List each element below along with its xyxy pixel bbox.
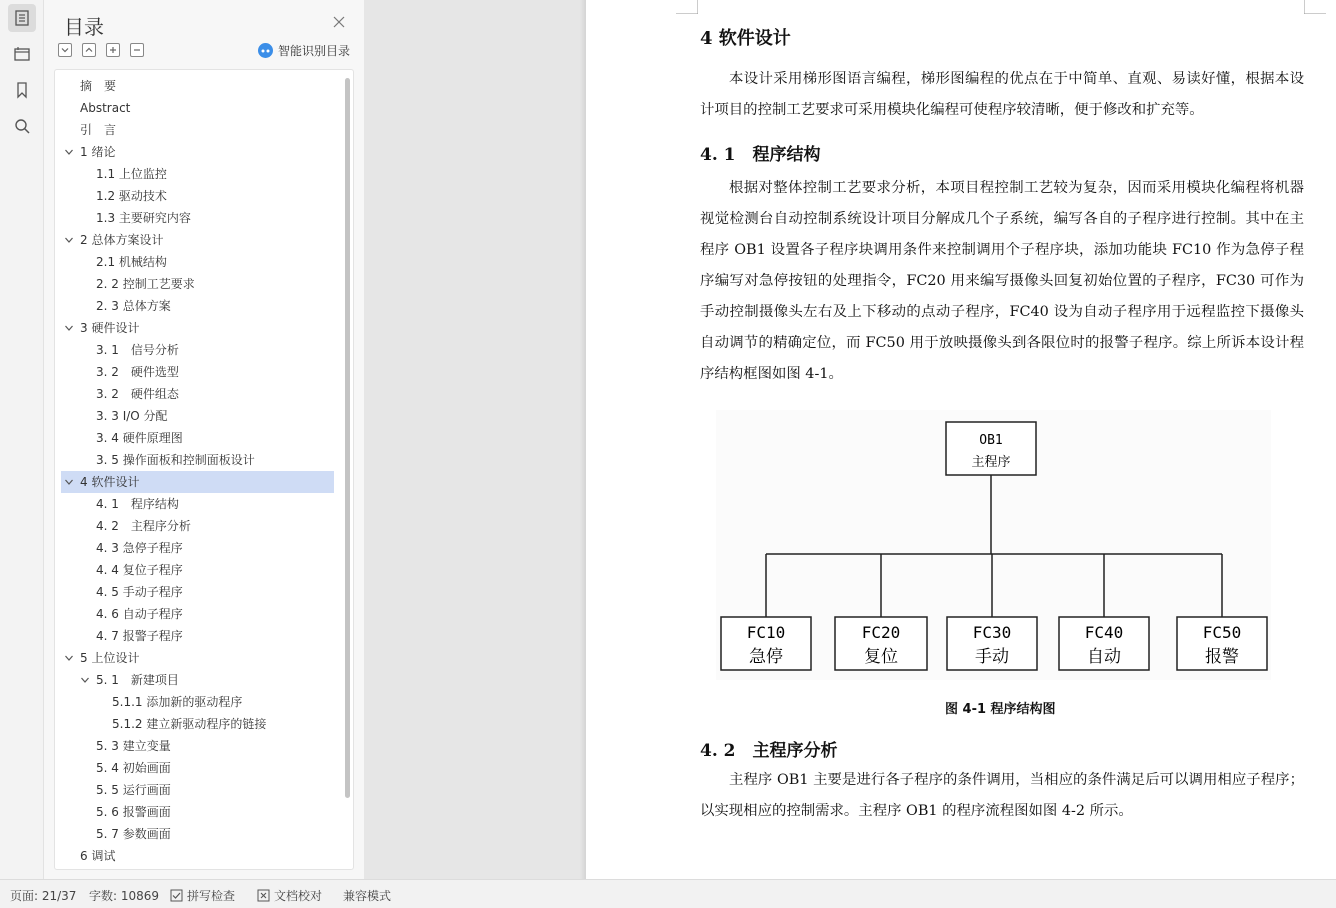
toc-item-label: 摘 要: [80, 79, 117, 93]
toc-item-label: 5. 6 报警画面: [96, 805, 171, 819]
program-structure-figure: [716, 410, 1271, 680]
heading-main-program-analysis: 4. 2 主程序分析: [700, 741, 838, 761]
paragraph-intro: 本设计采用梯形图语言编程，梯形图编程的优点在于中简单、直观、易读好懂，根据本设计项目的控制工艺要求可采用模块化编程可使程序较清晰，便于修改和扩充等。: [700, 71, 1304, 118]
toc-item[interactable]: [55, 691, 335, 713]
toc-item[interactable]: [55, 427, 335, 449]
toc-item[interactable]: [55, 163, 335, 185]
document-page: [586, 0, 1336, 879]
subroutine-code-label: FC30: [972, 623, 1012, 642]
compat-mode-label: 兼容模式: [343, 889, 392, 903]
toc-item-label: 2. 2 控制工艺要求: [96, 277, 195, 291]
toc-item-label: 4 软件设计: [80, 475, 140, 489]
heading-program-structure: 4. 1 程序结构: [700, 145, 821, 165]
toc-item-label: 引 言: [80, 123, 117, 137]
toc-item[interactable]: [55, 713, 335, 735]
toc-item[interactable]: [55, 75, 335, 97]
toc-item[interactable]: [55, 669, 335, 691]
subroutine-name-label: 急停: [749, 647, 783, 667]
toc-item-label: 3. 5 操作面板和控制面板设计: [96, 453, 255, 467]
chevron-down-icon[interactable]: [64, 147, 74, 157]
toc-item-label: 3. 4 硬件原理图: [96, 431, 183, 445]
toc-item-label: 5.1.2 建立新驱动程序的链接: [112, 717, 267, 731]
page-corner-mark: [676, 0, 698, 14]
toc-item-label: 4. 5 手动子程序: [96, 585, 183, 599]
toc-item-label: 4. 1 程序结构: [96, 497, 179, 511]
search-icon[interactable]: [8, 112, 36, 140]
subroutine-code-label: FC40: [1084, 623, 1124, 642]
paragraph-main-program: 主程序 OB1 主要是进行各子程序的条件调用，当相应的条件满足后可以调用相应子程序；以实现相应的控制需求。主程序 OB1 的程序流程图如图 4-2 所示。: [700, 772, 1304, 819]
toc-item[interactable]: [55, 361, 335, 383]
page-indicator[interactable]: 页面: 21/37: [10, 889, 77, 903]
toc-item[interactable]: [55, 229, 335, 251]
smart-toc-label: 智能识别目录: [278, 44, 351, 58]
toc-item[interactable]: [55, 647, 335, 669]
toc-item-label: 5. 5 运行画面: [96, 783, 171, 797]
navigation-pane-icon[interactable]: [8, 40, 36, 68]
toc-item-label: 1.2 驱动技术: [96, 189, 167, 203]
toc-item[interactable]: [55, 185, 335, 207]
toc-item-label: 2. 3 总体方案: [96, 299, 171, 313]
toc-item[interactable]: [55, 823, 335, 845]
toc-item-label: 5. 7 参数画面: [96, 827, 171, 841]
toc-item[interactable]: [55, 317, 335, 339]
toc-item-label: 3. 3 I/O 分配: [96, 409, 168, 423]
root-name-label: 主程序: [971, 455, 1011, 470]
root-code-label: OB1: [979, 433, 1003, 448]
toc-item-label: 4. 2 主程序分析: [96, 519, 191, 533]
toc-item[interactable]: [55, 251, 335, 273]
left-icon-rail: [0, 0, 44, 879]
toc-panel: [44, 0, 364, 879]
subroutine-name-label: 自动: [1087, 647, 1121, 667]
chevron-down-icon[interactable]: [64, 235, 74, 245]
toc-item[interactable]: [55, 559, 335, 581]
subroutine-name-label: 手动: [975, 647, 1009, 667]
toc-item-label: 6 调试: [80, 849, 116, 863]
chevron-down-icon[interactable]: [64, 323, 74, 333]
toc-panel-icon[interactable]: [8, 4, 36, 32]
chevron-down-icon[interactable]: [80, 675, 90, 685]
toc-item[interactable]: [61, 471, 334, 493]
toc-item-label: 1.3 主要研究内容: [96, 211, 191, 225]
toc-item[interactable]: [55, 493, 335, 515]
heading-software-design: 4 软件设计: [700, 28, 791, 49]
toc-item[interactable]: [55, 273, 335, 295]
status-bar: [0, 879, 1336, 908]
toc-item-label: 5. 3 建立变量: [96, 739, 171, 753]
toc-item[interactable]: [55, 537, 335, 559]
toc-item-label: 2.1 机械结构: [96, 255, 167, 269]
page-gutter: [364, 0, 586, 879]
toc-item-label: 4. 4 复位子程序: [96, 563, 183, 577]
toc-item-label: 4. 6 自动子程序: [96, 607, 183, 621]
toc-item[interactable]: [55, 515, 335, 537]
collapse-down-icon[interactable]: [58, 43, 72, 57]
doc-proof-button[interactable]: 文档校对: [257, 887, 322, 904]
toc-item[interactable]: [55, 295, 335, 317]
toc-item[interactable]: [55, 735, 335, 757]
add-heading-icon[interactable]: [106, 43, 120, 57]
toc-item[interactable]: [55, 405, 335, 427]
toc-item[interactable]: [55, 449, 335, 471]
toc-item[interactable]: [55, 97, 335, 119]
chevron-down-icon[interactable]: [64, 653, 74, 663]
toc-item-label: Abstract: [80, 101, 131, 115]
subroutine-code-label: FC50: [1202, 623, 1242, 642]
toc-item[interactable]: [55, 119, 335, 141]
figure-caption: 图 4-1 程序结构图: [945, 702, 1056, 717]
toc-item[interactable]: [55, 207, 335, 229]
subroutine-code-label: FC10: [746, 623, 786, 642]
page-corner-mark: [1304, 0, 1326, 14]
spell-check-button[interactable]: 拼写检查: [170, 887, 235, 904]
toc-item[interactable]: [55, 383, 335, 405]
toc-item[interactable]: [55, 625, 335, 647]
toc-item-label: 5. 1 新建项目: [96, 673, 179, 687]
subroutine-name-label: 复位: [864, 647, 898, 667]
toc-item[interactable]: [55, 801, 335, 823]
toc-item-label: 5.1.1 添加新的驱动程序: [112, 695, 243, 709]
toc-item-label: 4. 3 急停子程序: [96, 541, 183, 555]
chevron-down-icon[interactable]: [64, 477, 74, 487]
toc-item[interactable]: [55, 757, 335, 779]
toc-item-label: 4. 7 报警子程序: [96, 629, 183, 643]
checkbox-icon: [170, 889, 183, 902]
proofread-icon: [257, 889, 270, 902]
toc-item-label: 3 硬件设计: [80, 321, 140, 335]
smart-toc-button[interactable]: [258, 42, 350, 59]
toc-item[interactable]: [55, 141, 335, 163]
toc-item[interactable]: [55, 339, 335, 361]
toc-item-label: 1.1 上位监控: [96, 167, 167, 181]
toc-item-label: 1 绪论: [80, 145, 116, 159]
smart-toc-icon: [258, 43, 273, 58]
paragraph-program-structure: 根据对整体控制工艺要求分析，本项目程控制工艺较为复杂，因而采用模块化编程将机器视觉检测台自动控制系统设计项目分解成几个子系统，编写各自的子程序进行控制。其中在主程序 OB1 设置各子程序块调用条件来控制调用个子程序块，添加功能块 FC10 作为急停子程序编写对急停按钮的处理指令，FC20 用来编写摄像头回复初始位置的子程序，FC30 可作为手动控制摄像头左右及上下移动的点动子程序，FC40 设为自动子程序用于远程监控下摄像头自动调节的精确定位，而 FC50 用于放映摄像头到各限位时的报警子程序。综上所诉本设计程序结构框图如图 4-1。: [700, 180, 1304, 382]
toc-item[interactable]: [55, 779, 335, 801]
close-icon[interactable]: [332, 15, 346, 29]
toc-item-label: 3. 2 硬件选型: [96, 365, 179, 379]
remove-heading-icon[interactable]: [130, 43, 144, 57]
toc-item[interactable]: [55, 603, 335, 625]
toc-list: [54, 69, 354, 870]
subroutine-name-label: 报警: [1205, 647, 1239, 667]
bookmark-icon[interactable]: [8, 76, 36, 104]
expand-up-icon[interactable]: [82, 43, 96, 57]
toc-item-label: 3. 2 硬件组态: [96, 387, 179, 401]
subroutine-code-label: FC20: [861, 623, 901, 642]
toc-item-label: 3. 1 信号分析: [96, 343, 179, 357]
word-count[interactable]: 字数: 10869: [89, 889, 160, 903]
toc-item-label: 5. 4 初始画面: [96, 761, 171, 775]
toc-scrollbar[interactable]: [345, 78, 350, 798]
toc-item[interactable]: [55, 845, 335, 867]
toc-item-label: 2 总体方案设计: [80, 233, 164, 247]
toc-title: 目录: [64, 15, 104, 39]
toc-toolbar: [58, 43, 144, 57]
toc-item-label: 5 上位设计: [80, 651, 140, 665]
toc-item[interactable]: [55, 581, 335, 603]
